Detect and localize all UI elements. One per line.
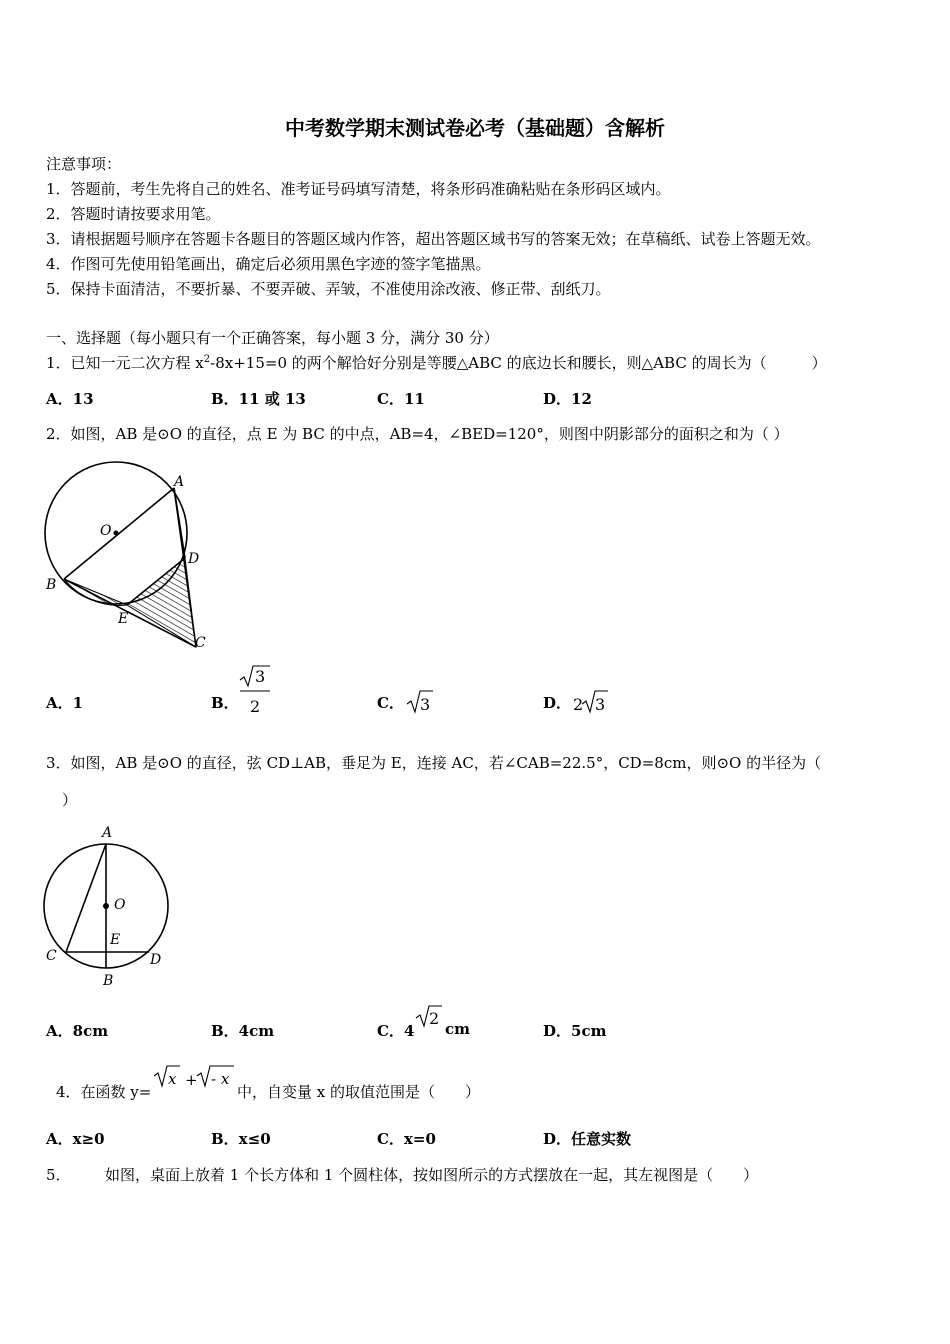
q2-label-o: O [100,523,112,539]
q1-exponent: 2 [203,354,211,365]
q2-label-e: E [118,611,129,627]
q3-label-b: B [103,973,114,989]
question-4-pre: 4．在函数 y= [56,1083,152,1101]
q3-figure [40,822,180,992]
section-heading: 一、选择题（每小题只有一个正确答案，每小题 3 分，满分 30 分） [46,329,499,347]
q2-diameter-ab [64,488,174,579]
q2-c-radicand: 3 [420,695,431,714]
q4-radicand-1: x [168,1070,177,1088]
q4-option-b[interactable]: B．x≤0 [211,1130,271,1148]
q3-option-d[interactable]: D．5cm [543,1022,607,1040]
q4-option-d[interactable]: D．任意实数 [543,1130,632,1148]
notice-item-4: 4．作图可先使用铅笔画出，确定后必须用黑色字迹的签字笔描黑。 [46,255,491,273]
q1-option-d[interactable]: D．12 [543,390,592,408]
q3-segment-ac [66,844,106,952]
question-3-line-1: 3．如图，AB 是⊙O 的直径，弦 CD⊥AB，垂足为 E，连接 AC，若∠CAB=22.5°，CD=8cm，则⊙O 的半径为（ [46,754,822,772]
q1-option-a[interactable]: A．13 [46,390,94,408]
q3-option-b[interactable]: B．4cm [211,1022,275,1040]
q3-option-c-math [414,1004,444,1032]
q2-option-c[interactable]: C． [377,694,404,712]
q2-option-b[interactable]: B． [211,694,239,712]
q2-shaded-left [64,579,127,605]
q3-c-unit: cm [445,1020,471,1038]
q2-b-numerator: 3 [255,667,266,686]
q3-label-c: C [46,948,57,964]
notice-item-2: 2．答题时请按要求用笔。 [46,205,221,223]
q2-label-a: A [174,474,185,490]
question-2: 2．如图，AB 是⊙O 的直径，点 E 为 BC 的中点，AB=4，∠BED=120°，则图中阴影部分的面积之和为（ ） [46,425,789,443]
q2-center-dot [114,531,119,536]
q3-option-c[interactable] [377,1020,414,1041]
q1-text-pre: 1．已知一元二次方程 x [46,354,204,372]
q3-label-d: D [150,952,162,968]
q2-option-d-math [570,688,610,716]
q2-option-a[interactable]: A．1 [46,694,84,712]
q3-label-a: A [102,825,113,841]
notice-item-5: 5．保持卡面清洁，不要折暴、不要弄破、弄皱，不准使用涂改液、修正带、刮纸刀。 [46,280,611,298]
q3-label-e: E [110,932,121,948]
q4-option-a[interactable]: A．x≥0 [46,1130,105,1148]
q1-option-b[interactable]: B．11 或 13 [211,390,306,408]
question-5-number: 5． [46,1166,71,1184]
q2-label-d: D [188,551,200,567]
q2-label-b: B [46,577,57,593]
q2-d-coefficient: 2 [573,695,584,714]
q2-label-c: C [195,635,206,651]
page-title: 中考数学期末测试卷必考（基础题）含解析 [285,116,665,140]
q1-text-post: -8x+15=0 的两个解恰好分别是等腰△ABC 的底边长和腰长，则△ABC 的周长为（ ） [210,354,827,372]
q1-option-c[interactable]: C．11 [377,390,425,408]
q2-d-radicand: 3 [595,695,606,714]
q4-plus: + [185,1071,198,1089]
q2-option-b-math [236,664,276,720]
q3-c-radicand: 2 [429,1009,440,1028]
notice-item-3: 3．请根据题号顺序在答题卡各题目的答题区域内作答，超出答题区域书写的答案无效；在草稿纸、试卷上答题无效。 [46,230,821,248]
question-4-post: 中，自变量 x 的取值范围是（ ） [237,1083,480,1101]
question-5-text: 如图，桌面上放着 1 个长方体和 1 个圆柱体，按如图所示的方式摆放在一起，其左视图是（ ） [105,1166,759,1184]
q3-label-o: O [114,897,126,913]
q2-option-c-math [405,688,435,716]
q3-center-dot [103,903,109,909]
q2-option-d[interactable]: D． [543,694,572,712]
q2-figure [40,455,220,655]
question-1 [46,352,827,373]
notice-heading: 注意事项： [46,155,122,173]
q4-function-math [152,1064,236,1094]
q3-option-a[interactable]: A．8cm [46,1022,109,1040]
q2-b-denominator: 2 [250,697,261,716]
q3-c-prefix: C．4 [377,1022,415,1040]
notice-item-1: 1．答题前，考生先将自己的姓名、准考证号码填写清楚，将条形码准确粘贴在条形码区域内。 [46,180,671,198]
q4-radicand-2: - x [211,1070,230,1088]
question-3-line-2: ） [62,791,78,809]
q4-option-c[interactable]: C．x=0 [377,1130,436,1148]
